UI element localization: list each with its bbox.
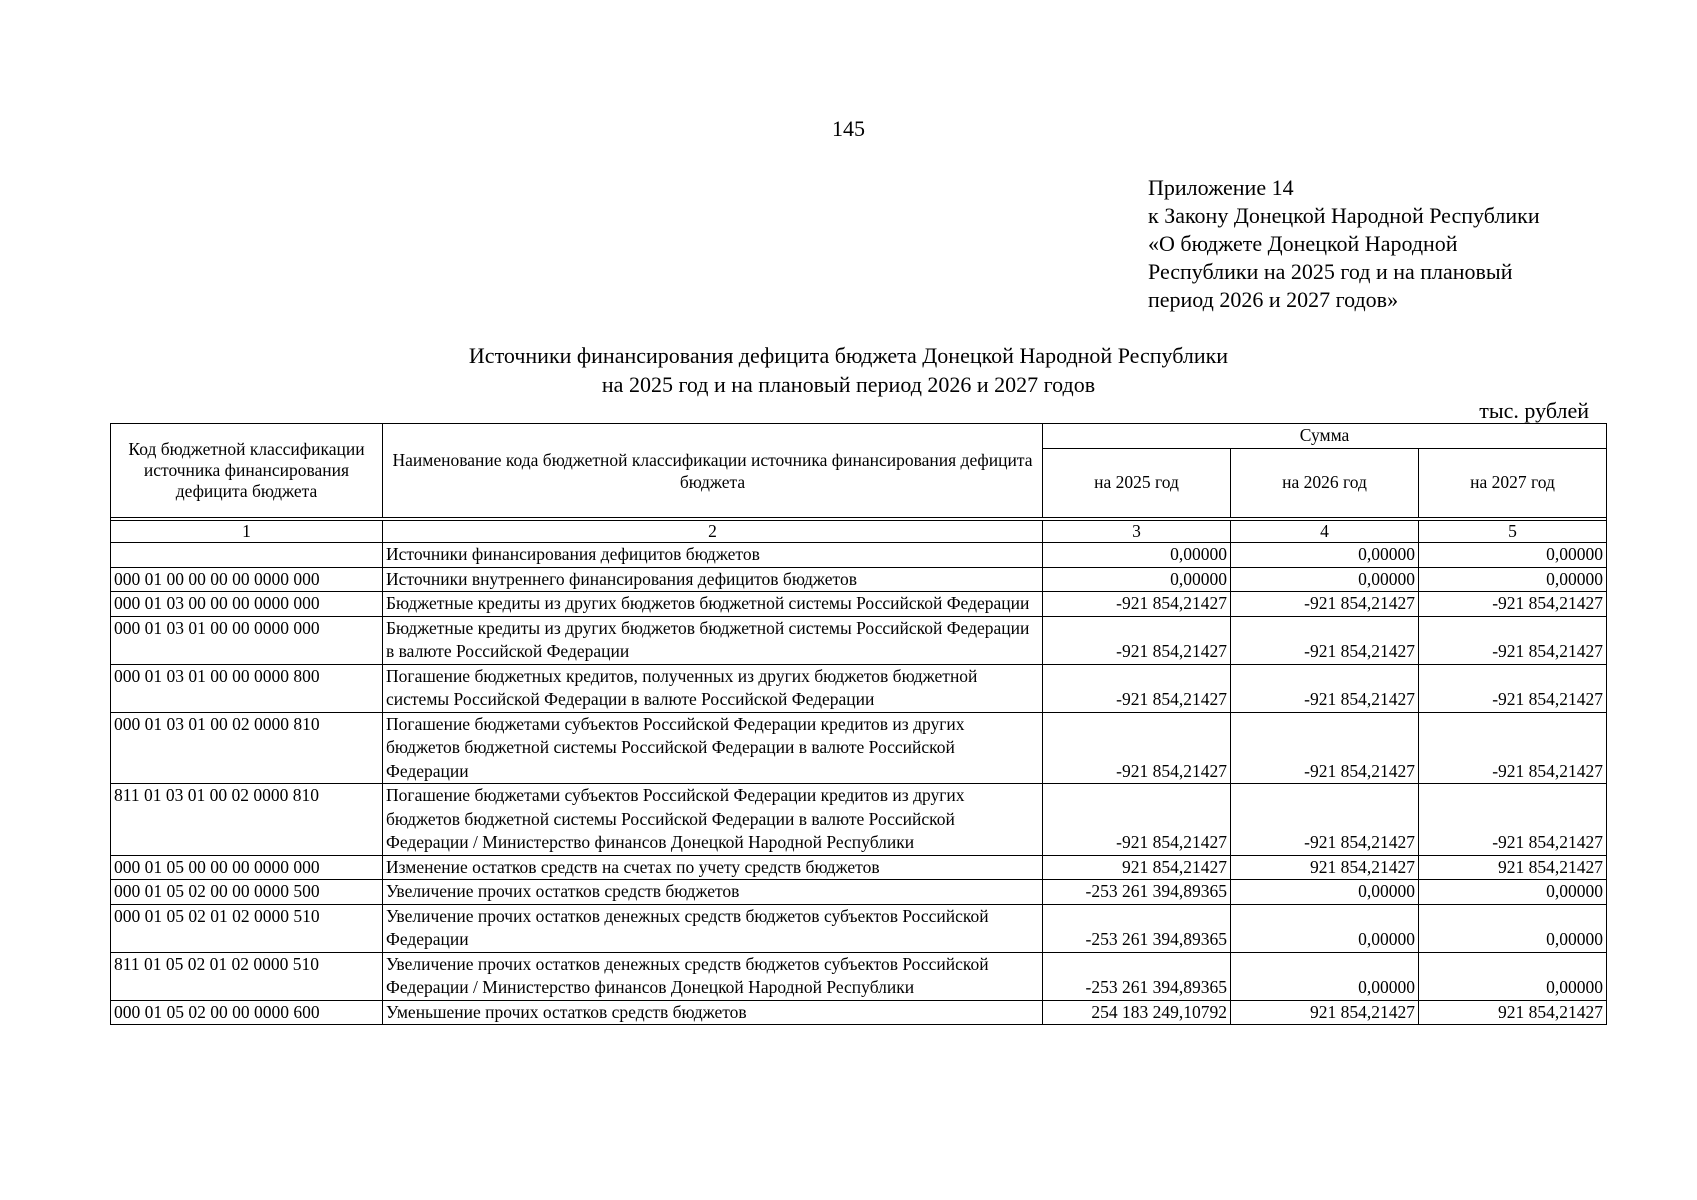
row-code: 000 01 03 01 00 00 0000 800: [111, 664, 383, 712]
row-amount-2026: 0,00000: [1231, 567, 1419, 592]
appendix-line: Республики на 2025 год и на плановый: [1148, 259, 1513, 284]
row-amount-2027: -921 854,21427: [1419, 712, 1607, 784]
document-title-line: на 2025 год и на плановый период 2026 и 2027 годов: [601, 372, 1096, 397]
column-number: 1: [111, 521, 383, 543]
row-code: 000 01 00 00 00 00 0000 000: [111, 567, 383, 592]
header-year-2026: на 2026 год: [1231, 449, 1419, 518]
header-year-2025: на 2025 год: [1043, 449, 1231, 518]
row-amount-2027: -921 854,21427: [1419, 616, 1607, 664]
document-title-line: Источники финансирования дефицита бюджета Донецкой Народной Республики: [468, 343, 1229, 368]
row-code: 000 01 05 00 00 00 0000 000: [111, 855, 383, 880]
row-code: 000 01 05 02 00 00 0000 600: [111, 1000, 383, 1025]
row-amount-2026: 921 854,21427: [1231, 1000, 1419, 1025]
row-amount-2025: -253 261 394,89365: [1043, 904, 1231, 952]
row-amount-2027: 0,00000: [1419, 880, 1607, 905]
row-name: Уменьшение прочих остатков средств бюджетов: [383, 1000, 1043, 1025]
table-row: [111, 592, 1607, 617]
column-number: 3: [1043, 521, 1231, 543]
table-row: [111, 567, 1607, 592]
row-amount-2026: -921 854,21427: [1231, 616, 1419, 664]
row-name: Погашение бюджетных кредитов, полученных из других бюджетов бюджетной системы Российской Федерации в валюте Российской Федерации: [383, 664, 1043, 712]
column-number: 4: [1231, 521, 1419, 543]
row-code: 000 01 05 02 00 00 0000 500: [111, 880, 383, 905]
row-amount-2026: 0,00000: [1231, 880, 1419, 905]
table-row: [111, 855, 1607, 880]
row-amount-2025: 0,00000: [1043, 543, 1231, 568]
row-code: 811 01 03 01 00 02 0000 810: [111, 784, 383, 856]
row-amount-2025: 921 854,21427: [1043, 855, 1231, 880]
table-row: [111, 1000, 1607, 1025]
row-name: Бюджетные кредиты из других бюджетов бюджетной системы Российской Федерации: [383, 592, 1043, 617]
row-code: 000 01 03 00 00 00 0000 000: [111, 592, 383, 617]
row-amount-2026: -921 854,21427: [1231, 784, 1419, 856]
row-amount-2026: 0,00000: [1231, 904, 1419, 952]
table-row: [111, 712, 1607, 784]
row-code: 000 01 03 01 00 02 0000 810: [111, 712, 383, 784]
table-row: [111, 904, 1607, 952]
table-row: [111, 880, 1607, 905]
row-code: 000 01 03 01 00 00 0000 000: [111, 616, 383, 664]
row-amount-2025: -253 261 394,89365: [1043, 952, 1231, 1000]
row-amount-2027: 0,00000: [1419, 543, 1607, 568]
row-amount-2027: 0,00000: [1419, 952, 1607, 1000]
table-row: [111, 543, 1607, 568]
row-amount-2025: 254 183 249,10792: [1043, 1000, 1231, 1025]
table-row: [111, 952, 1607, 1000]
header-sum: Сумма: [1043, 424, 1607, 449]
row-amount-2027: -921 854,21427: [1419, 664, 1607, 712]
column-number: 5: [1419, 521, 1607, 543]
units-label: тыс. рублей: [1479, 398, 1589, 423]
row-amount-2026: 0,00000: [1231, 543, 1419, 568]
row-amount-2026: -921 854,21427: [1231, 592, 1419, 617]
row-amount-2027: 921 854,21427: [1419, 1000, 1607, 1025]
row-amount-2027: -921 854,21427: [1419, 784, 1607, 856]
row-name: Источники финансирования дефицитов бюджетов: [383, 543, 1043, 568]
table-row: [111, 784, 1607, 856]
row-amount-2025: -253 261 394,89365: [1043, 880, 1231, 905]
row-name: Бюджетные кредиты из других бюджетов бюджетной системы Российской Федерации в валюте Российской Федерации: [383, 616, 1043, 664]
row-name: Изменение остатков средств на счетах по учету средств бюджетов: [383, 855, 1043, 880]
row-amount-2025: -921 854,21427: [1043, 712, 1231, 784]
row-code: 811 01 05 02 01 02 0000 510: [111, 952, 383, 1000]
row-amount-2026: -921 854,21427: [1231, 712, 1419, 784]
row-name: Погашение бюджетами субъектов Российской Федерации кредитов из других бюджетов бюджетной системы Российской Федерации в валюте Российской Федерации / Министерство финансов Донецкой Народной Республики: [383, 784, 1043, 856]
row-amount-2027: 0,00000: [1419, 904, 1607, 952]
table-row: [111, 616, 1607, 664]
document-title: [0, 341, 1697, 399]
table-row: [111, 664, 1607, 712]
header-name: Наименование кода бюджетной классификации источника финансирования дефицита бюджета: [383, 424, 1043, 518]
appendix-line: «О бюджете Донецкой Народной: [1148, 231, 1458, 256]
appendix-line: к Закону Донецкой Народной Республики: [1148, 203, 1540, 228]
appendix-note: [1148, 174, 1540, 314]
table-body: [111, 543, 1607, 1025]
row-amount-2027: 0,00000: [1419, 567, 1607, 592]
row-name: Увеличение прочих остатков средств бюджетов: [383, 880, 1043, 905]
row-name: Увеличение прочих остатков денежных средств бюджетов субъектов Российской Федерации / Министерство финансов Донецкой Народной Республики: [383, 952, 1043, 1000]
row-name: Погашение бюджетами субъектов Российской Федерации кредитов из других бюджетов бюджетной системы Российской Федерации в валюте Российской Федерации: [383, 712, 1043, 784]
budget-sources-table: [110, 423, 1607, 1025]
row-amount-2025: -921 854,21427: [1043, 616, 1231, 664]
appendix-line: Приложение 14: [1148, 175, 1294, 200]
header-year-2027: на 2027 год: [1419, 449, 1607, 518]
row-amount-2025: -921 854,21427: [1043, 664, 1231, 712]
row-amount-2026: 0,00000: [1231, 952, 1419, 1000]
column-number: 2: [383, 521, 1043, 543]
header-code: Код бюджетной классификации источника финансирования дефицита бюджета: [111, 424, 383, 518]
row-amount-2025: -921 854,21427: [1043, 592, 1231, 617]
row-code: 000 01 05 02 01 02 0000 510: [111, 904, 383, 952]
row-amount-2026: -921 854,21427: [1231, 664, 1419, 712]
row-amount-2027: 921 854,21427: [1419, 855, 1607, 880]
row-name: Источники внутреннего финансирования дефицитов бюджетов: [383, 567, 1043, 592]
row-amount-2027: -921 854,21427: [1419, 592, 1607, 617]
appendix-line: период 2026 и 2027 годов»: [1148, 287, 1399, 312]
row-amount-2026: 921 854,21427: [1231, 855, 1419, 880]
row-amount-2025: -921 854,21427: [1043, 784, 1231, 856]
row-name: Увеличение прочих остатков денежных средств бюджетов субъектов Российской Федерации: [383, 904, 1043, 952]
page-number: 145: [832, 116, 865, 141]
row-amount-2025: 0,00000: [1043, 567, 1231, 592]
row-code: [111, 543, 383, 568]
